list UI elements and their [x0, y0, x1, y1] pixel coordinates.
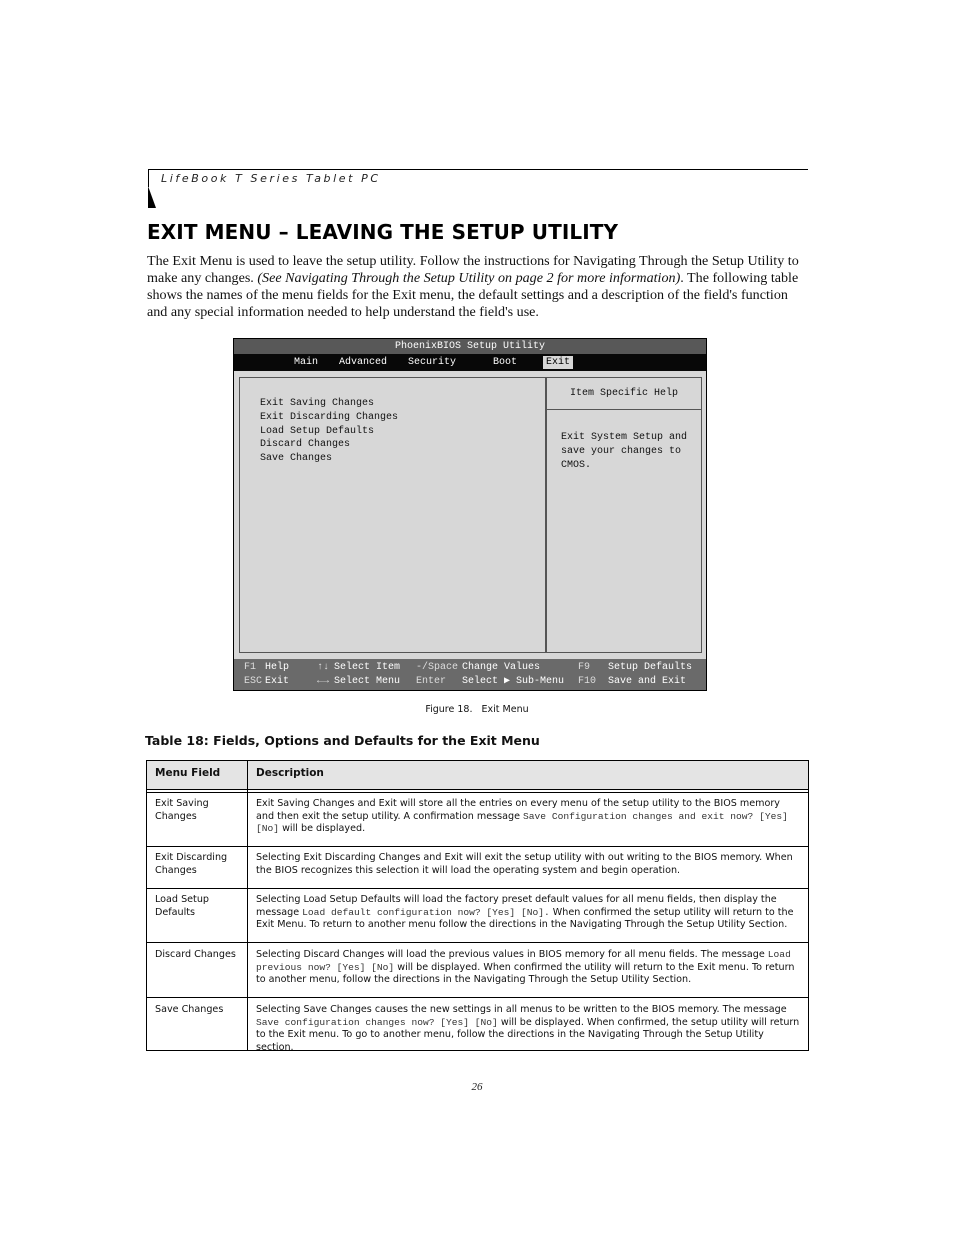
- bios-title-bar: PhoenixBIOS Setup Utility: [234, 339, 706, 354]
- tab-exit[interactable]: Exit: [543, 356, 573, 369]
- column-header-description: Description: [256, 767, 324, 779]
- intro-text: The Exit Menu is used to leave the setup utility. Follow the instructions for Navigating Through the Setup Utility to make any changes.: [147, 253, 799, 286]
- table-row-field: [155, 894, 245, 919]
- help-text-line: save your changes to: [561, 446, 682, 457]
- table-header-row: [146, 760, 809, 789]
- description-text: Selecting Exit Discarding Changes and Exit will exit the setup utility with out writing to the BIOS memory. When the BIOS recognizes this selection it will load the operating system and begin operation.: [256, 852, 793, 876]
- key-label-help: Help: [265, 662, 290, 673]
- tab-security[interactable]: Security: [408, 357, 457, 368]
- key-label-select-menu: Select Menu: [334, 676, 401, 687]
- key-label-save-and-exit: Save and Exit: [608, 676, 687, 687]
- tab-main[interactable]: Main: [294, 357, 319, 368]
- confirmation-message: Load previous now? [Yes] [No]: [256, 949, 791, 973]
- bios-setup-screen: [233, 338, 707, 691]
- tab-boot[interactable]: Boot: [493, 357, 518, 368]
- description-text: will be displayed. When confirmed the utility will return to the Exit menu. To return to another menu, follow the directions in the Navigating Through the Setup Utility Section.: [256, 961, 795, 985]
- exit-menu-table: [146, 760, 809, 1051]
- key-minus-space: -/Space: [416, 662, 459, 673]
- running-head: LifeBook T Series Tablet PC: [161, 172, 381, 185]
- header-rule: [148, 169, 808, 170]
- menu-item-save-changes[interactable]: Save Changes: [260, 453, 333, 464]
- table-row-description: [256, 894, 801, 932]
- key-f1: F1: [244, 662, 257, 673]
- key-label-setup-defaults: Setup Defaults: [608, 662, 693, 673]
- key-enter: Enter: [416, 676, 447, 687]
- tab-advanced[interactable]: Advanced: [339, 357, 388, 368]
- field-line: Load Setup: [155, 894, 209, 905]
- table-row-field: [155, 852, 245, 877]
- confirmation-message: Save configuration changes now? [Yes] [No]: [256, 1016, 498, 1028]
- key-label-change-values: Change Values: [462, 662, 541, 673]
- item-help-title: Item Specific Help: [547, 378, 701, 410]
- key-left-right-arrows-icon: ←→: [317, 676, 330, 687]
- help-text-line: CMOS.: [561, 460, 592, 471]
- table-row-description: [256, 1004, 801, 1054]
- table-row-divider: [146, 997, 809, 998]
- description-text: Selecting Load Setup Defaults will load the factory preset default values for all menu fields, then display the message: [256, 894, 777, 918]
- field-line: Changes: [155, 810, 197, 822]
- help-text-line: Exit System Setup and: [561, 432, 688, 443]
- menu-item-exit-discarding-changes[interactable]: Exit Discarding Changes: [260, 412, 399, 423]
- intro-paragraph: [147, 253, 809, 321]
- intro-text-rest: . The following table shows the names of the menu fields for the Exit menu, the default settings and a description of the field's function and any special information needed to help understand the field's use.: [147, 270, 799, 320]
- intro-reference: (See Navigating Through the Setup Utility on page 2 for more information): [257, 270, 681, 286]
- item-help-panel: [546, 377, 702, 653]
- figure-caption: Figure 18. Exit Menu: [425, 704, 529, 715]
- confirmation-message: Save Configuration changes and exit now? [Yes] [No]: [256, 810, 788, 834]
- key-label-select-sub-menu: Select ▶ Sub-Menu: [462, 676, 565, 687]
- field-line: Exit Discarding: [155, 852, 228, 863]
- bios-menu-bar: [234, 354, 706, 371]
- key-label-select-item: Select Item: [334, 662, 401, 673]
- description-text: will be displayed.: [279, 823, 366, 834]
- description-text: will be displayed. When confirmed, the setup utility will return to the Exit menu. To go to another menu, follow the directions in the Navigating Through the Setup Utility section.: [256, 1016, 800, 1053]
- menu-item-exit-saving-changes[interactable]: Exit Saving Changes: [260, 398, 375, 409]
- header-vertical-rule: [148, 169, 149, 187]
- table-title: Table 18: Fields, Options and Defaults for the Exit Menu: [145, 733, 540, 748]
- table-row-description: [256, 798, 801, 836]
- field-line: Defaults: [155, 906, 196, 918]
- table-border-right: [808, 760, 809, 1051]
- table-row-divider: [146, 888, 809, 889]
- key-f9: F9: [578, 662, 591, 673]
- key-esc: ESC: [244, 676, 263, 687]
- field-line: Save Changes: [155, 1004, 224, 1015]
- page-number: 26: [471, 1081, 483, 1093]
- table-header-divider: [146, 789, 809, 790]
- key-f10: F10: [578, 676, 597, 687]
- column-header-menu-field: Menu Field: [155, 767, 221, 779]
- description-text: Exit Saving Changes and Exit will store all the entries on every menu of the setup utility to the BIOS memory and then exit the setup utility. A confirmation message: [256, 798, 780, 822]
- table-border-left: [146, 760, 147, 1051]
- confirmation-message: Load default configuration now? [Yes] [No].: [302, 906, 550, 918]
- field-line: Discard Changes: [155, 949, 236, 960]
- table-column-divider: [247, 760, 248, 1051]
- description-text: Selecting Discard Changes will load the previous values in BIOS memory for all menu fields. The message: [256, 949, 768, 960]
- menu-item-discard-changes[interactable]: Discard Changes: [260, 439, 351, 450]
- table-row-divider: [146, 846, 809, 847]
- bios-menu-panel: [239, 377, 546, 653]
- page-title: EXIT MENU – LEAVING THE SETUP UTILITY: [147, 220, 619, 244]
- description-text: Selecting Save Changes causes the new settings in all menus to be written to the BIOS memory. The message: [256, 1004, 787, 1015]
- description-text: When confirmed the setup utility will return to the Exit Menu. To return to another menu follow the directions in the Navigating Through the Setup Utility Section.: [256, 906, 794, 930]
- table-header-divider: [146, 792, 809, 793]
- table-row-field: [155, 1004, 245, 1017]
- key-up-down-arrows-icon: ↑↓: [317, 662, 330, 673]
- field-line: Exit Saving: [155, 798, 209, 809]
- table-row-field: [155, 949, 245, 962]
- table-row-description: [256, 852, 801, 877]
- menu-item-load-setup-defaults[interactable]: Load Setup Defaults: [260, 426, 375, 437]
- table-row-divider: [146, 942, 809, 943]
- field-line: Changes: [155, 864, 197, 876]
- header-corner-mark: [148, 186, 156, 208]
- key-label-exit: Exit: [265, 676, 290, 687]
- bios-key-legend: [234, 659, 706, 690]
- table-row-description: [256, 949, 801, 987]
- table-row-field: [155, 798, 245, 823]
- table-border-top: [146, 760, 809, 761]
